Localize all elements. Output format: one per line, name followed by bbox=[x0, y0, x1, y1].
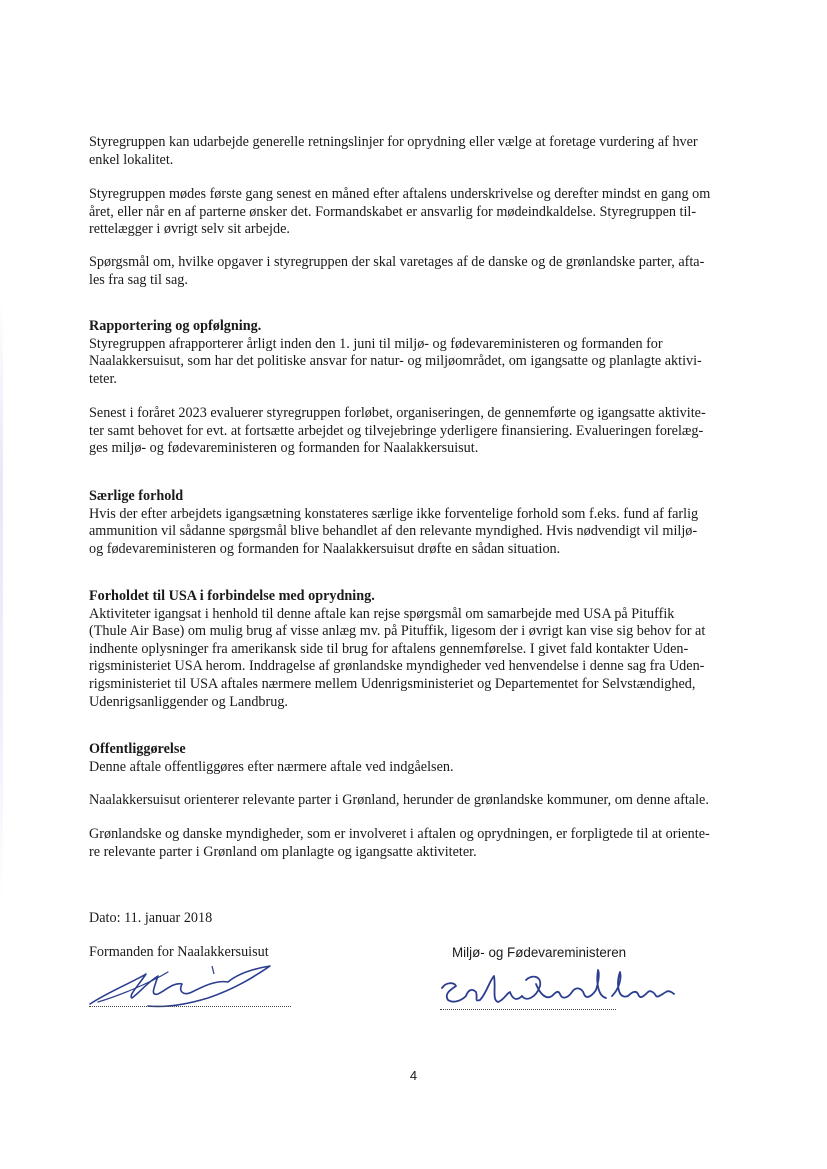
paragraph-guidelines bbox=[89, 134, 749, 169]
text-line: Aktiviteter igangsat i henhold til denne aftale kan rejse spørgsmål om samarbejde med USA på Pituffik bbox=[89, 605, 675, 622]
text-line: re relevante parter i Grønland om planlagte og igangsatte aktiviteter. bbox=[89, 843, 477, 860]
text-line: og fødevareministeren og formanden for Naalakkersuisut drøfte en sådan situation. bbox=[89, 540, 561, 557]
text-line: ges miljø- og fødevareministeren og formanden for Naalakkersuisut. bbox=[89, 440, 479, 457]
signature-line-left bbox=[89, 1006, 291, 1007]
date-text: Dato: 11. januar 2018 bbox=[89, 910, 213, 926]
text-line: Naalakkersuisut orienterer relevante parter i Grønland, herunder de grønlandske kommuner, om denne aftale. bbox=[89, 792, 709, 808]
text-line: indhente oplysninger fra amerikansk side til brug for aftalens gennemførelse. I givet fald kontakter Uden- bbox=[89, 640, 689, 657]
text-line: rigsministeriet til USA aftales nærmere mellem Udenrigsministeriet og Departementet for Selvstændighed, bbox=[89, 675, 696, 692]
section-heading: Offentliggørelse bbox=[89, 741, 186, 757]
text-line: ammunition vil sådanne spørgsmål blive behandlet af den relevante myndighed. Hvis nødvendigt vil miljø- bbox=[89, 523, 698, 540]
text-line: teter. bbox=[89, 370, 117, 387]
paragraph-evaluation bbox=[89, 405, 749, 458]
text-line: Styregruppen afrapporterer årligt inden den 1. juni til miljø- og fødevareministeren og formanden for bbox=[89, 335, 663, 352]
signature-right bbox=[436, 966, 680, 1014]
text-line: les fra sag til sag. bbox=[89, 271, 188, 288]
text-line: rettelægger i øvrigt selv sit arbejde. bbox=[89, 221, 290, 238]
section-heading: Forholdet til USA i forbindelse med oprydning. bbox=[89, 588, 375, 604]
text-line: året, eller når en af parterne ønsker det. Formandskabet er ansvarlig for mødeindkaldelse. Styregruppen til- bbox=[89, 203, 697, 220]
text-line: ter samt behovet for evt. at fortsætte arbejdet og tilvejebringe yderligere finansiering. Evalueringen forelæg- bbox=[89, 422, 704, 439]
paragraph-obligations bbox=[89, 826, 749, 861]
section-heading: Særlige forhold bbox=[89, 488, 184, 504]
section-usa-relations bbox=[89, 588, 749, 711]
text-line: Hvis der efter arbejdets igangsætning konstateres særlige ikke forventelige forhold som f.eks. fund af farlig bbox=[89, 505, 699, 522]
text-line: Styregruppen mødes første gang senest en måned efter aftalens underskrivelse og derefter mindst en gang om bbox=[89, 186, 711, 202]
signature-left bbox=[88, 962, 288, 1012]
text-line: rigsministeriet USA herom. Inddragelse af grønlandske myndigheder ved henvendelse i denne sag fra Uden- bbox=[89, 658, 705, 675]
paragraph-tasks bbox=[89, 254, 749, 289]
scan-edge-shading bbox=[0, 300, 3, 900]
page-number: 4 bbox=[409, 1068, 418, 1083]
text-line: enkel lokalitet. bbox=[89, 151, 174, 168]
section-reporting bbox=[89, 318, 749, 388]
paragraph-meetings bbox=[89, 186, 749, 239]
text-line: Udenrigsanliggender og Landbrug. bbox=[89, 693, 288, 710]
signatory-label-left: Formanden for Naalakkersuisut bbox=[89, 944, 269, 960]
text-line: Grønlandske og danske myndigheder, som er involveret i aftalen og oprydningen, er forpligtede til at oriente- bbox=[89, 826, 710, 842]
text-line: Spørgsmål om, hvilke opgaver i styregruppen der skal varetages af de danske og de grønlandske parter, afta- bbox=[89, 254, 705, 270]
paragraph-informing bbox=[89, 792, 749, 810]
text-line: Styregruppen kan udarbejde generelle retningslinjer for oprydning eller vælge at foretage vurdering af hver bbox=[89, 134, 698, 150]
text-line: Naalakkersuisut, som har det politiske ansvar for natur- og miljøområdet, om igangsatte og planlagte aktivi- bbox=[89, 353, 702, 370]
section-heading: Rapportering og opfølgning. bbox=[89, 318, 262, 334]
section-special-conditions bbox=[89, 488, 749, 558]
text-line: Senest i foråret 2023 evaluerer styregruppen forløbet, organiseringen, de gennemførte og igangsatte aktivite- bbox=[89, 405, 706, 421]
text-line: Denne aftale offentliggøres efter nærmere aftale ved indgåelsen. bbox=[89, 758, 454, 775]
signature-line-right bbox=[440, 1009, 616, 1010]
section-publication bbox=[89, 741, 749, 776]
text-line: (Thule Air Base) om mulig brug af visse anlæg mv. på Pituffik, ligesom der i øvrigt kan vise sig behov for at bbox=[89, 623, 706, 640]
document-date bbox=[89, 910, 749, 928]
signatory-label-right: Miljø- og Fødevareministeren bbox=[452, 945, 627, 960]
